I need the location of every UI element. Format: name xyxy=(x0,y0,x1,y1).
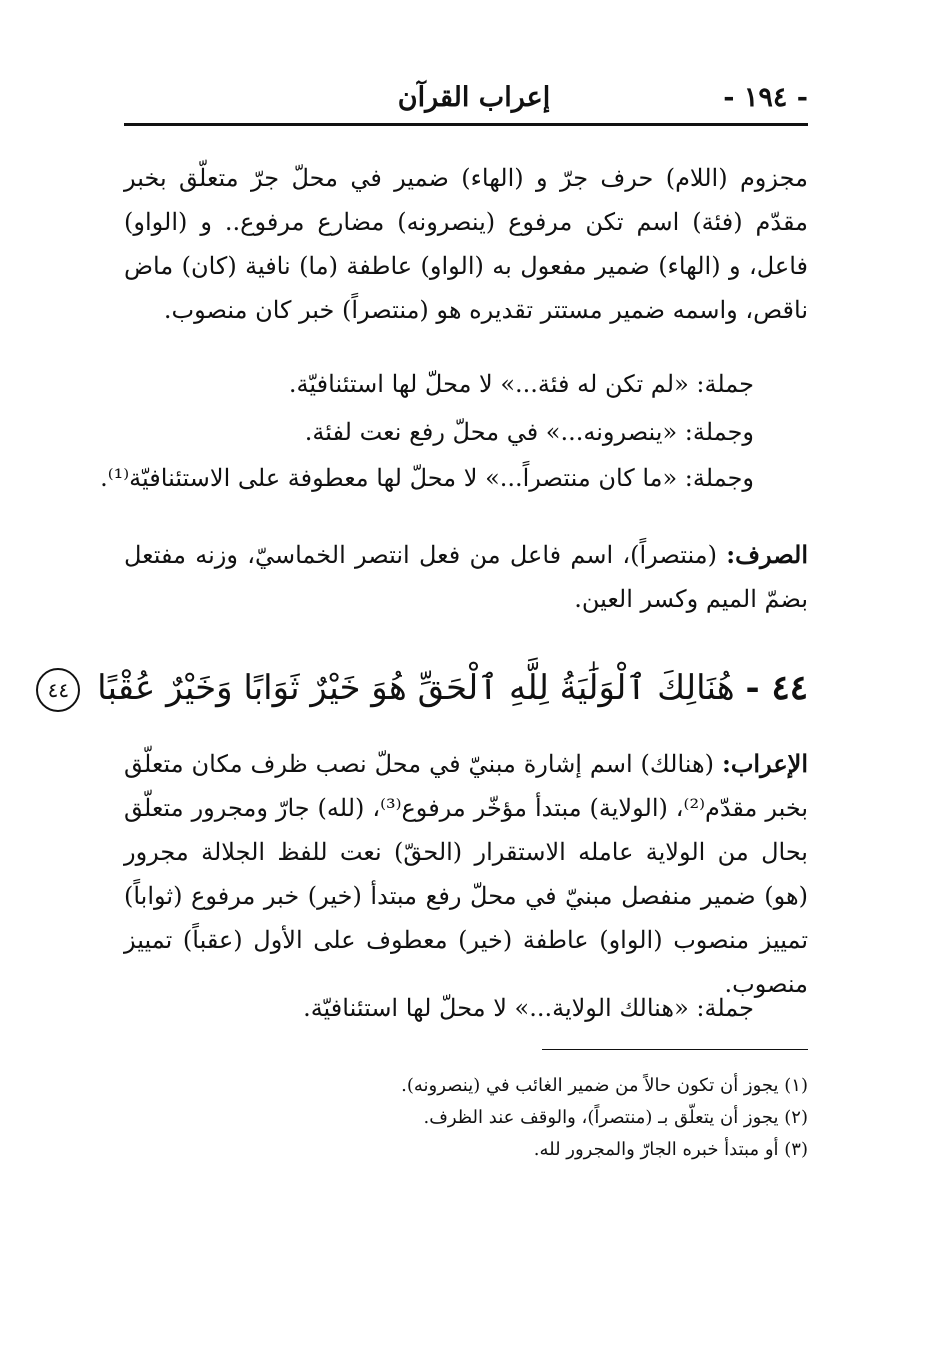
irab-label: الإعراب: xyxy=(721,749,808,778)
header-rule xyxy=(124,123,808,126)
page-header xyxy=(124,78,808,122)
footnote-separator xyxy=(542,1049,808,1050)
sarf-text: (منتصراً)، اسم فاعل من فعل انتصر الخماسيّ، وزنه مفتعل بضمّ الميم وكسر العين. xyxy=(124,541,808,613)
sentence-line: جملة: «لم تكن له فئة...» لا محلّ لها استئنافيّة. xyxy=(288,370,754,398)
paragraph-irab-continued: مجزوم (اللام) حرف جرّ و (الهاء) ضمير في محلّ جرّ متعلّق بخبر مقدّم (فئة) اسم تكن مرفوع (ينصرونه) مضارع مرفوع.. و (الواو) فاعل، و (الهاء) ضمير مفعول به (الواو) عاطفة (ما) نافية (كان) ماض ناقص، واسمه ضمير مستتر تقديره هو (منتصراً) خبر كان منصوب. xyxy=(124,164,808,324)
verse-end-mark: ٤٤ xyxy=(36,668,80,712)
footnote: (٢) يجوز أن يتعلّق بـ (منتصراً)، والوقف عند الظرف. xyxy=(423,1107,808,1128)
book-title: إعراب القرآن xyxy=(397,82,551,113)
page-number: - ١٩٤ - xyxy=(723,82,808,113)
irab-text: (هنالك) اسم إشارة مبنيّ في محلّ نصب ظرف مكان متعلّق بخبر مقدّم⁽²⁾، (الولاية) مبتدأ مؤخّر مرفوع⁽³⁾، (لله) جارّ ومجرور متعلّق بحال من الولاية عامله الاستقرار (الحقّ) نعت للفظ الجلالة مجرور (هو) ضمير منفصل مبنيّ في محلّ رفع مبتدأ (خير) خبر مرفوع (ثواباً) تمييز منصوب (الواو) عاطفة (خير) معطوف على الأول (عقباً) تمييز منصوب. xyxy=(124,750,808,998)
sarf-label: الصرف: xyxy=(726,540,808,569)
sarf-paragraph xyxy=(124,533,808,621)
footnote: (٣) أو مبتدأ خبره الجارّ والمجرور لله. xyxy=(533,1139,808,1160)
irab-paragraph xyxy=(124,742,808,1006)
sentence-line: جملة: «هنالك الولاية...» لا محلّ لها استئنافيّة. xyxy=(303,994,754,1022)
verse-number: ٤٤ - xyxy=(745,668,808,708)
quran-verse xyxy=(47,658,808,718)
footnote: (١) يجوز أن تكون حالاً من ضمير الغائب في (ينصرونه). xyxy=(401,1075,808,1096)
sentence-line: وجملة: «ينصرونه...» في محلّ رفع نعت لفئة. xyxy=(304,418,754,446)
verse-text: هُنَالِكَ ٱلْوَلَٰيَةُ لِلَّهِ ٱلْحَقِّ هُوَ خَيْرٌ ثَوَابًا وَخَيْرٌ عُقْبًا xyxy=(97,668,735,708)
sentence-line: وجملة: «ما كان منتصراً...» لا محلّ لها معطوفة على الاستئنافيّة⁽¹⁾. xyxy=(100,464,754,492)
